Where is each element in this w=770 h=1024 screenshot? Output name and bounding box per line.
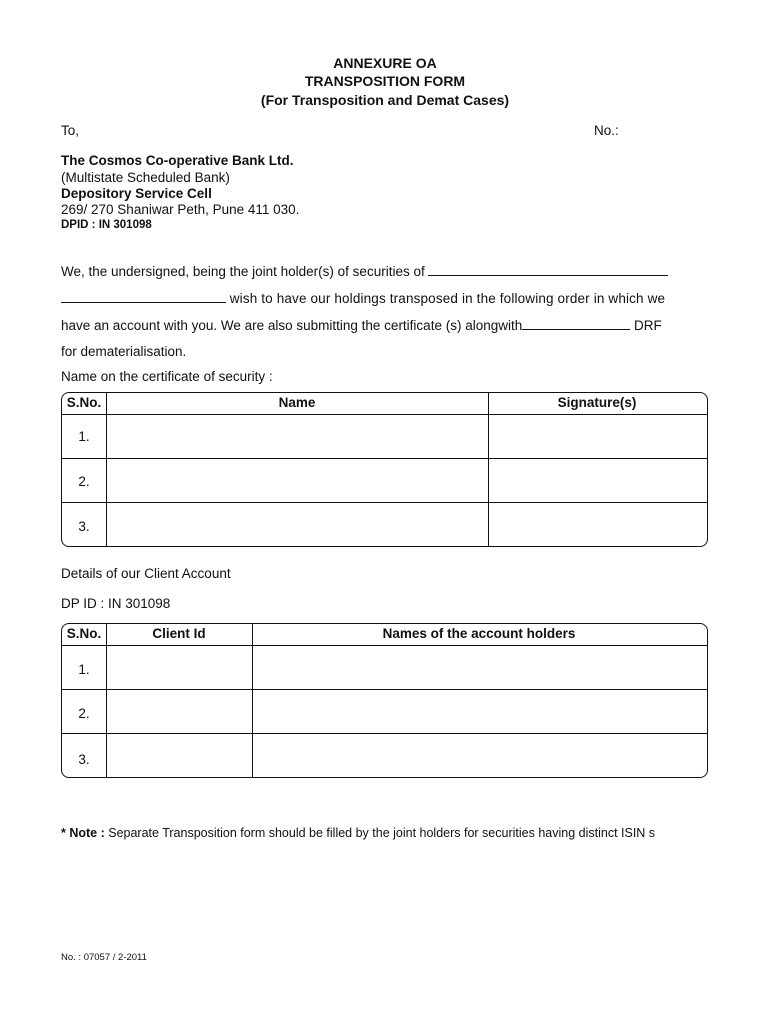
certificate-name-label: Name on the certificate of security : (61, 369, 273, 384)
account-holder-cell-1[interactable] (253, 646, 706, 689)
row-number: 3. (78, 519, 90, 534)
note-line (61, 826, 655, 840)
name-cell-3[interactable] (107, 503, 487, 545)
column-header-sno: S.No. (66, 626, 102, 641)
name-cell-1[interactable] (107, 415, 487, 458)
certificate-holders-table (61, 392, 708, 547)
client-account-table (61, 623, 708, 778)
row-number: 3. (78, 752, 90, 767)
form-heading-annexure: ANNEXURE OA (333, 55, 437, 71)
signature-cell-3[interactable] (489, 503, 706, 545)
to-label: To, (61, 123, 80, 138)
bank-type: (Multistate Scheduled Bank) (61, 170, 230, 185)
account-holder-cell-3[interactable] (253, 734, 706, 776)
declaration-text-4: for dematerialisation. (61, 344, 187, 359)
column-header-sno: S.No. (66, 395, 102, 410)
form-heading-title: TRANSPOSITION FORM (304, 73, 466, 89)
department-name: Depository Service Cell (61, 186, 212, 201)
column-header-name: Name (278, 395, 316, 410)
row-number: 1. (78, 429, 90, 444)
column-header-client-id: Client Id (152, 626, 206, 641)
certificate-count-blank[interactable] (522, 317, 630, 330)
row-number: 1. (78, 662, 90, 677)
bank-address: 269/ 270 Shaniwar Peth, Pune 411 030. (61, 202, 300, 217)
declaration-line-2 (61, 290, 665, 306)
securities-blank-continued[interactable] (61, 290, 226, 303)
row-number: 2. (78, 474, 90, 489)
declaration-line-1 (61, 263, 668, 279)
declaration-text-2: wish to have our holdings transposed in the following order in which we (229, 291, 666, 306)
form-heading-subtitle: (For Transposition and Demat Cases) (260, 92, 510, 108)
signature-cell-2[interactable] (489, 459, 706, 502)
client-id-cell-3[interactable] (107, 734, 251, 776)
row-number: 2. (78, 706, 90, 721)
dpid-line: DPID : IN 301098 (61, 219, 152, 231)
securities-blank[interactable] (428, 263, 668, 276)
column-header-account-holders: Names of the account holders (382, 626, 576, 641)
client-id-cell-2[interactable] (107, 690, 251, 733)
note-text: Separate Transposition form should be filled by the joint holders for securities having distinct ISIN s (108, 826, 656, 840)
declaration-text-3: have an account with you. We are also submitting the certificate (s) alongwith (61, 318, 523, 333)
signature-cell-1[interactable] (489, 415, 706, 458)
column-header-signature: Signature(s) (557, 395, 637, 410)
account-holder-cell-2[interactable] (253, 690, 706, 733)
bank-name: The Cosmos Co-operative Bank Ltd. (61, 153, 294, 168)
form-number: No. : 07057 / 2-2011 (61, 952, 147, 963)
dp-id-line: DP ID : IN 301098 (61, 596, 171, 611)
declaration-text-1: We, the undersigned, being the joint holder(s) of securities of (61, 264, 425, 279)
client-details-label: Details of our Client Account (61, 566, 231, 581)
client-id-cell-1[interactable] (107, 646, 251, 689)
note-label: * Note : (61, 826, 105, 840)
declaration-line-3 (61, 317, 662, 333)
drf-label: DRF (634, 318, 662, 333)
no-label: No.: (594, 123, 619, 138)
name-cell-2[interactable] (107, 459, 487, 502)
